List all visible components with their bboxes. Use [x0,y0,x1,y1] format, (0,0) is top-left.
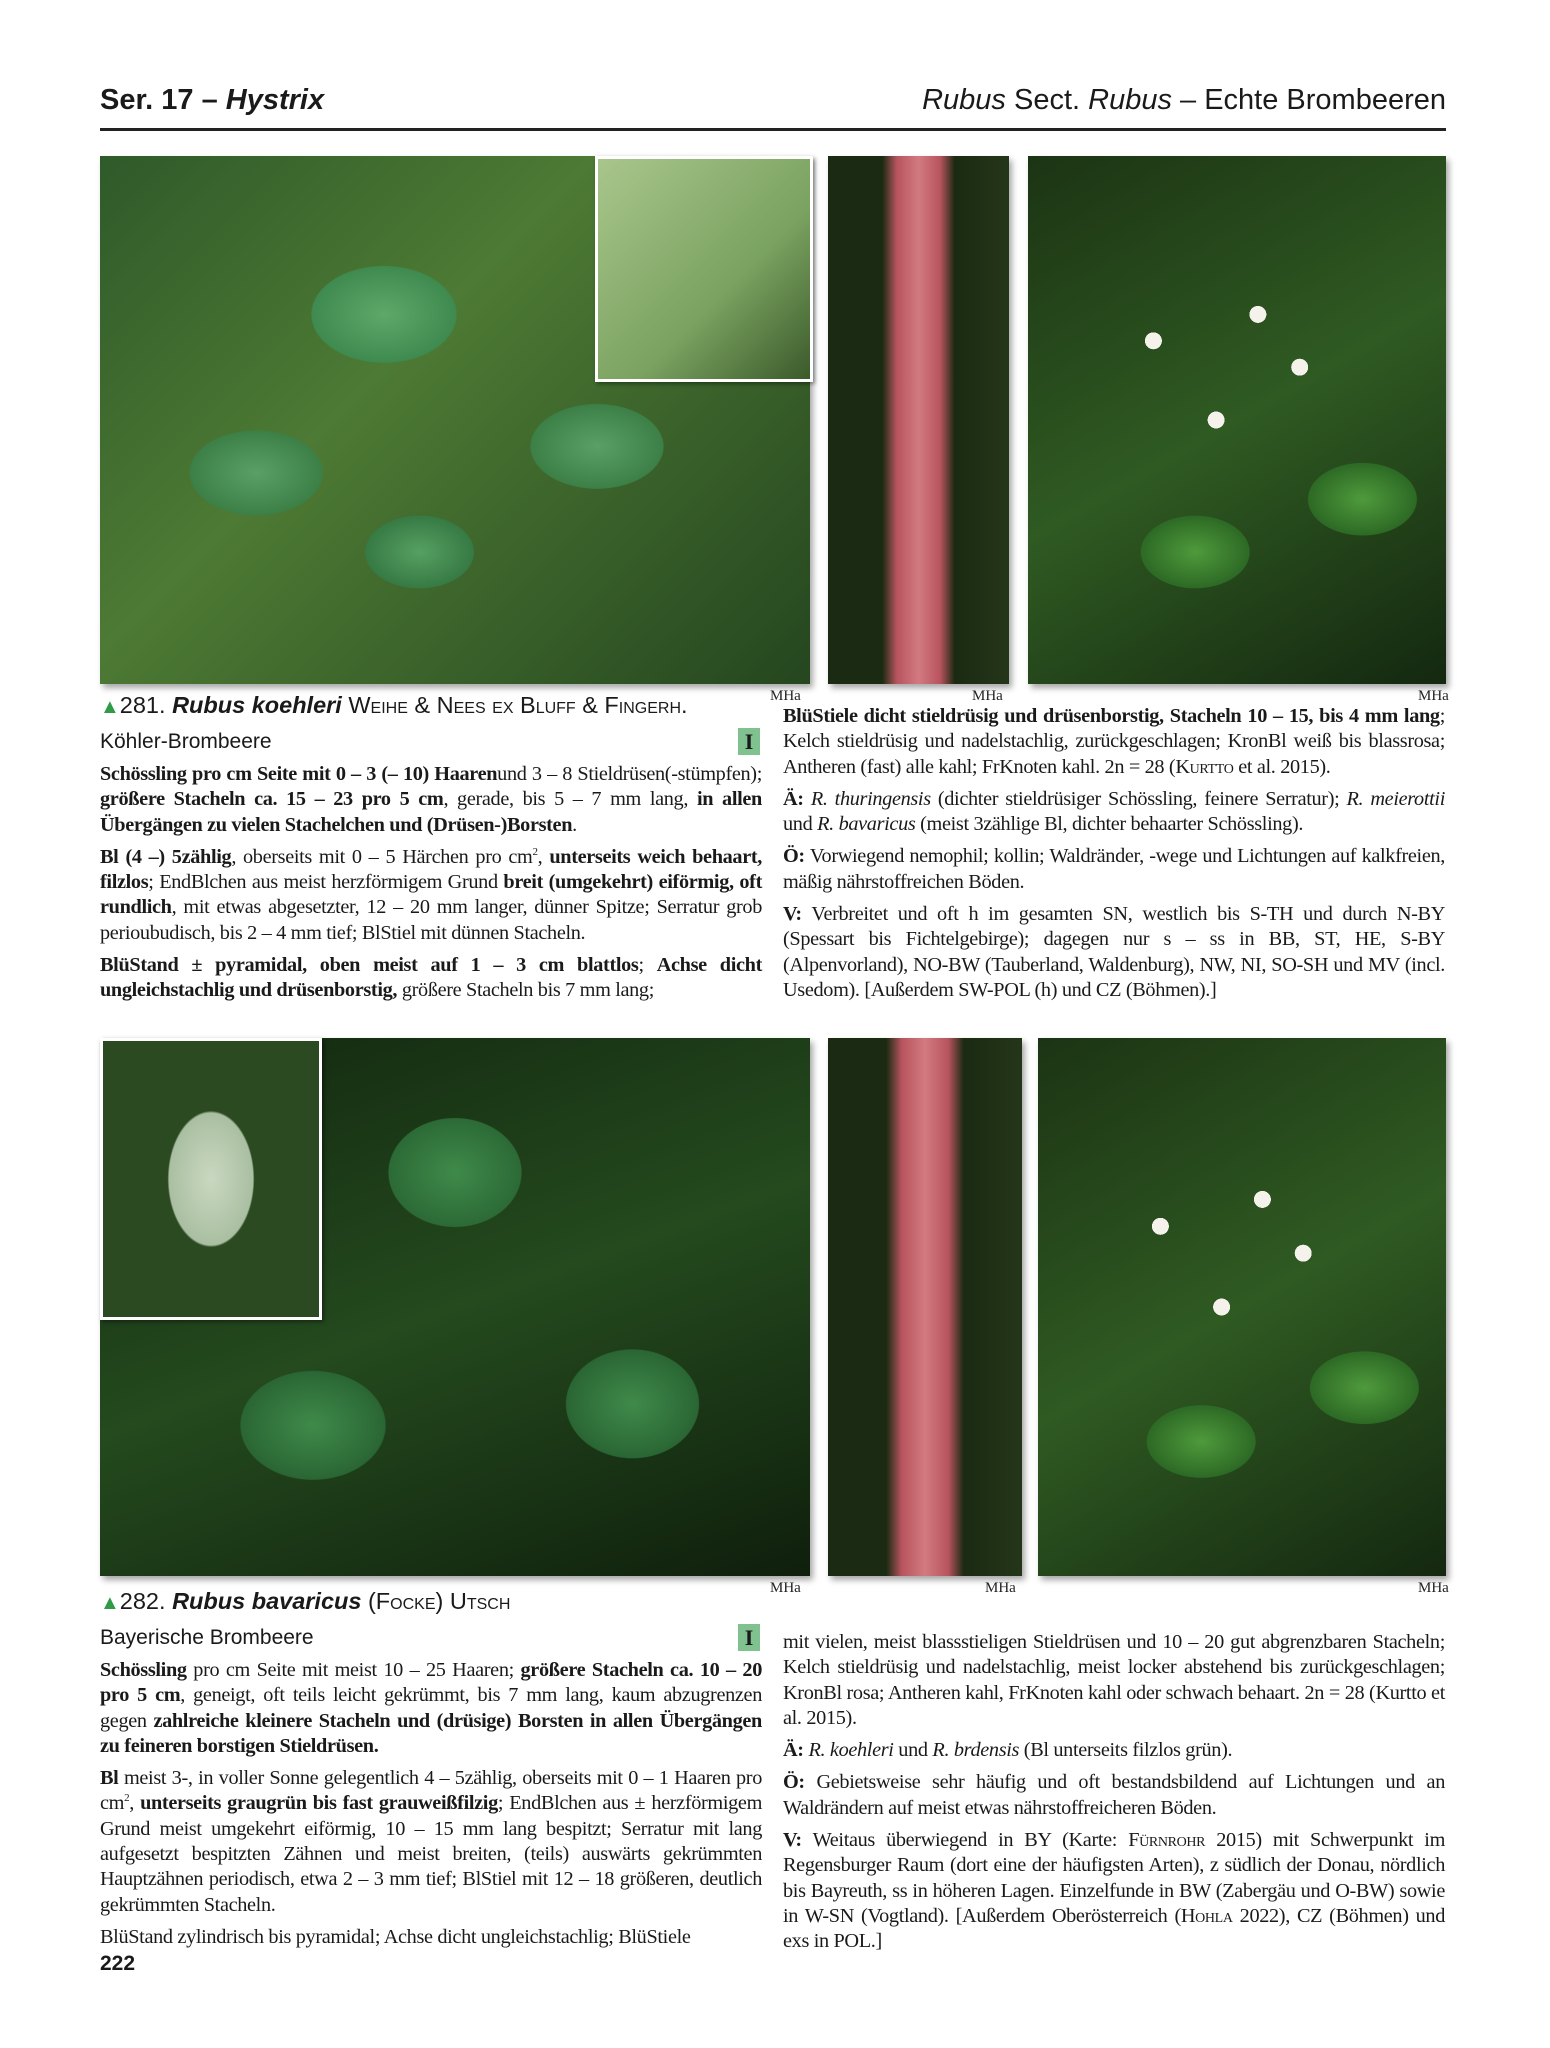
photo-koehleri-stem [828,156,1009,684]
photo-bavaricus-stem [828,1038,1022,1576]
text-run: BlüStand ± pyramidal, oben meist auf 1 – 3 cm blattlos [100,954,639,977]
group-name: – Echte Brombeeren [1171,84,1446,116]
paragraph [100,1658,762,1759]
text-run: (meist 3zählige Bl, dichter behaarter Schössling). [915,813,1304,836]
text-run: , oberseits mit 0 – 5 Härchen pro cm [231,845,533,868]
text-run: Hohla [1180,1904,1233,1927]
text-run: Schössling [100,1659,187,1681]
text-run: Verbreitet und oft h im gesamten SN, westlich bis S-TH und durch N-BY (Spessart bis Fichtelgebirge); dagegen nur s – ss in BB, ST, HE, S-BY (Alpenvorland), NO-BW (Tauberland, Waldenburg), NW, NI, SO-SH und MV (incl. Usedom). [Außerdem SW-POL (h) und CZ (Böhmen).] [783,903,1445,1001]
species-heading [100,692,688,719]
species-author: Weihe & Nees ex Bluff & Fingerh. [341,692,688,718]
text-run: Gebietsweise sehr häufig und oft bestandsbildend auf Lichtungen und an Waldrändern auf meist etwas nährstoffreicheren Böden. [783,1771,1445,1819]
text-run: unterseits weich behaart, filzlos [100,845,762,894]
paragraph [783,1770,1445,1821]
text-run: , [537,845,550,868]
paragraph [100,762,762,838]
running-header-right [922,84,1446,117]
text-run: , gerade, bis 5 – 7 mm lang, [443,788,697,811]
paragraph [100,1925,762,1950]
photo-credit: MHa [972,688,1003,704]
text-run: , [129,1792,141,1815]
section-name: Rubus [1088,84,1172,116]
text-run: BlüStand zylindrisch bis pyramidal; Achse dicht ungleichstachlig; BlüStiele [100,1925,691,1948]
text-run: R. thuringensis [810,787,931,810]
text-run: , geneigt, oft teils leicht gekrümmt, bis 7 mm lang, kaum abzugrenzen gegen [100,1684,762,1732]
text-run: R. brdensis [932,1739,1020,1762]
text-run: . [572,813,577,836]
photo-bavaricus-leaf-underside-inset [100,1038,322,1320]
text-run: Ä: [783,1739,804,1762]
paragraph [783,1828,1445,1954]
text-run: Ö: [783,845,805,868]
series-name: Hystrix [225,84,325,116]
text-run: (dichter stieldrüsiger Schössling, feinere Serratur); [930,787,1347,810]
text-run: Ä: [783,787,804,810]
text-281-left [100,762,762,1011]
text-run: Schössling pro cm Seite mit 0 – 3 (– 10) Haaren [100,763,498,785]
text-run: Fürnrohr [1128,1829,1206,1852]
text-run: 2 [532,846,538,859]
text-run: (Bl unterseits filzlos grün). [1019,1739,1233,1762]
text-281-right [783,704,1445,1010]
paragraph [783,704,1445,780]
genus: Rubus [922,84,1006,116]
text-run: Achse dicht ungleichstachlig und drüsenborstig, [100,954,762,1002]
photo-credit: MHa [1418,688,1449,704]
text-run: meist 3-, in voller Sonne gelegentlich 4 – 5zählig, oberseits mit 0 – 1 Haaren pro cm [100,1767,762,1815]
text-run: 2015) mit Schwerpunkt im Regensburger Raum (dort eine der häufigsten Arten), z südlich der Donau, nördlich bis Bayreuth, ss in höheren Lagen. Einzelfunde in BW (Zabergäu und O-BW) sowie in W-SN (Vogtland). [Außerdem Oberösterreich ( [783,1829,1446,1927]
photo-koehleri-inflorescence [1028,156,1446,684]
text-run: größere Stacheln ca. 10 – 20 pro 5 cm [100,1659,762,1707]
text-run: mit vielen, meist blassstieligen Stieldrüsen und 10 – 20 gut abgrenzbaren Stacheln; Kelch stieldrüsig und nadelstachlig, meist locker abstehend bis zurückgeschlagen; KronBl rosa; Antheren kahl, FrKnoten kahl oder schwach behaart. 2n = 28 (Kurtto et al. 2015). [783,1631,1445,1729]
triangle-marker-icon: ▲ [100,696,120,718]
photo-credit: MHa [770,1580,801,1596]
text-run: unterseits graugrün bis fast grauweißfilzig [140,1792,498,1815]
photo-credit: MHa [985,1580,1016,1596]
page-number: 222 [100,1952,136,1975]
photo-credit: MHa [1418,1580,1449,1596]
series-label: Ser. 17 – [100,84,226,116]
paragraph [100,953,762,1004]
photo-koehleri-leaf-inset [595,156,813,382]
status-badge: I [738,1624,760,1651]
text-run: pro cm Seite mit meist 10 – 25 Haaren; [186,1659,521,1681]
common-name: Bayerische Brombeere [100,1626,314,1649]
text-run: R. koehleri [808,1739,894,1762]
running-header-left [100,84,324,117]
common-name-row [100,730,760,754]
paragraph [783,902,1445,1003]
header-rule [100,128,1446,131]
species-heading [100,1588,510,1615]
species-name: Rubus bavaricus [172,1588,362,1614]
text-run: 2022), CZ (Böhmen) und exs in POL.] [783,1904,1445,1953]
text-run: ; Kelch stieldrüsig und nadelstachlig, zurückgeschlagen; KronBl weiß bis blassrosa; Antheren (fast) alle kahl; FrKnoten kahl. 2n = 28 ( [783,705,1445,778]
text-run: , mit etwas abgesetzter, 12 – 20 mm langer, dünner Spitze; Serratur grob perioubudisch, bis 2 – 4 mm tief; BlStiel mit dünnen Stacheln. [100,896,762,944]
paragraph [783,787,1445,838]
text-run: Kurtto [1175,755,1234,778]
triangle-marker-icon: ▲ [100,1592,120,1614]
common-name-row [100,1626,760,1650]
text-run: BlüStiele dicht stieldrüsig und drüsenborstig, Stacheln 10 – 15, bis 4 mm lang [783,705,1440,727]
text-run [804,788,811,810]
paragraph [783,1630,1445,1731]
text-run: Bl (4 –) 5zählig [100,845,232,868]
text-run: Bl [100,1767,119,1790]
text-run: größere Stacheln bis 7 mm lang; [397,979,655,1002]
text-run: Ö: [783,1771,805,1794]
text-282-right [783,1630,1445,1962]
species-author: (Focke) Utsch [361,1588,511,1614]
species-name: Rubus koehleri [172,692,342,718]
text-run: ; [638,954,657,977]
text-run: breit (umgekehrt) eiförmig, oft rundlich [100,871,762,919]
common-name: Köhler-Brombeere [100,730,272,753]
text-run: ; EndBlchen aus ± herzförmigem Grund meist umgekehrt eiförmig, 10 – 15 mm lang bespitzt; Serratur mit lang aufgesetzt bespitzten Zähnen und meist breiten, (teils) auswärts gekrümmten Hauptzähnen periodisch, etwa 2 – 3 mm tief; BlStiel mit 12 – 18 größeren, deutlich gekrümmten Stacheln. [100,1792,762,1916]
text-run: V: [783,1829,802,1852]
text-run: R. bavaricus [817,813,916,836]
photo-credit: MHa [770,688,801,704]
paragraph [100,1766,762,1918]
sect-label: Sect. [1005,84,1089,116]
text-run: R. meierottii [1346,787,1445,810]
paragraph [783,844,1445,895]
text-run: Vorwiegend nemophil; kollin; Waldränder, -wege und Lichtungen auf kalkfreien, mäßig nährstoffreichen Böden. [783,845,1445,893]
text-run: in allen Übergängen zu vielen Stachelchen und (Drüsen-)Borsten [100,788,762,836]
text-run: Weitaus überwiegend in BY (Karte: [801,1829,1129,1852]
text-run: und [893,1739,933,1762]
species-number: 281. [119,692,173,718]
paragraph [100,845,762,946]
text-run: V: [783,903,802,926]
text-run: und [783,813,818,836]
text-run: 2 [124,1792,130,1805]
text-run: größere Stacheln ca. 15 – 23 pro 5 cm [100,788,444,811]
photo-bavaricus-inflorescence [1038,1038,1446,1576]
text-run: zahlreiche kleinere Stacheln und (drüsige) Borsten in allen Übergängen zu feineren borstigen Stieldrüsen. [100,1709,762,1757]
status-badge: I [738,728,760,755]
text-run: ; EndBlchen aus meist herzförmigem Grund [148,871,504,894]
species-number: 282. [119,1588,173,1614]
text-run: et al. 2015). [1233,755,1331,778]
text-282-left [100,1658,762,1957]
paragraph [783,1738,1445,1763]
text-run: und 3 – 8 Stieldrüsen(-stümpfen); [497,763,762,785]
